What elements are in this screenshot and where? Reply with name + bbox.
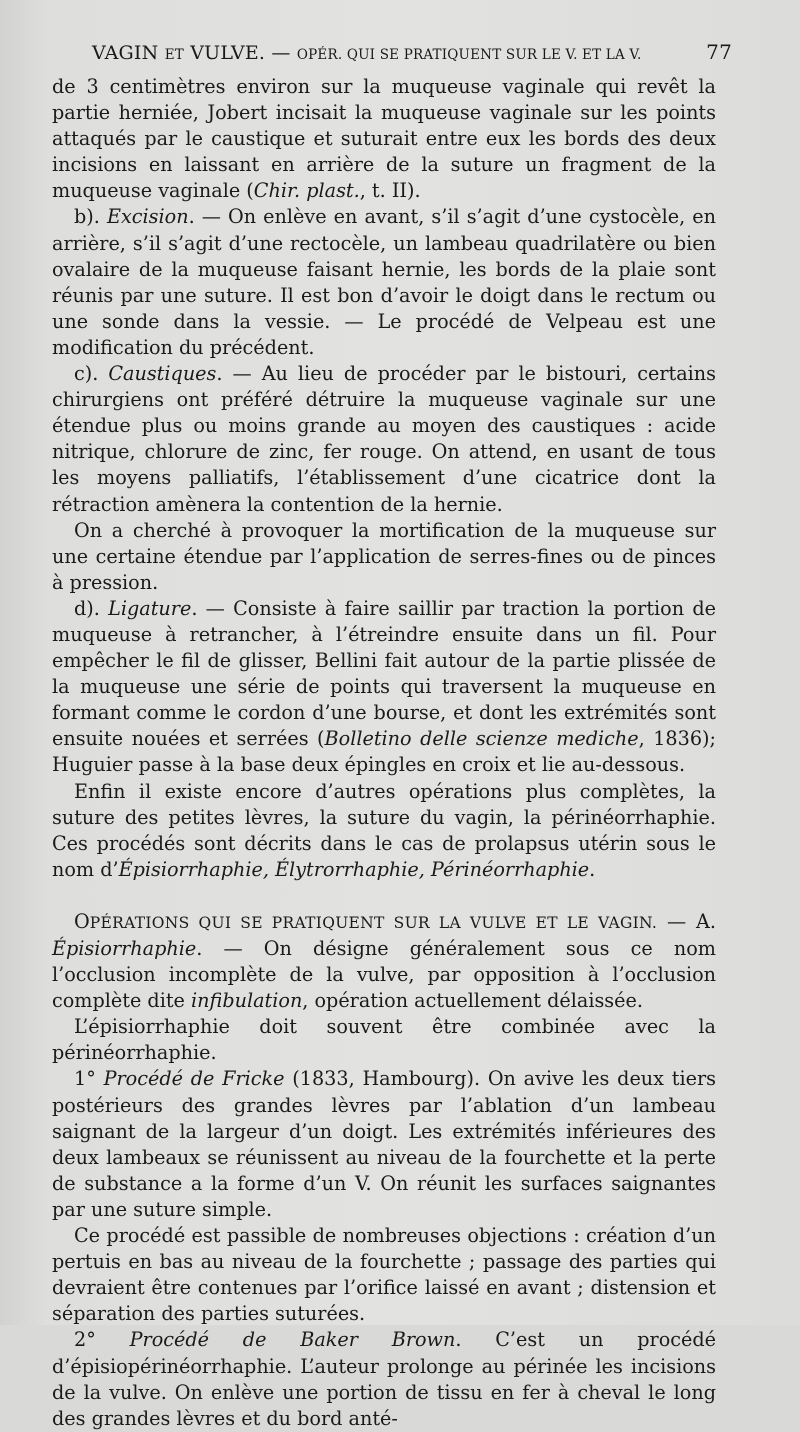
paragraph-excision: b). Excision. — On enlève en avant, s’il s’agit d’une cystocèle, en arrière, s’il s’agit d’une rectocèle, un lambeau quadrilatère ou bien ovalaire de la muqueuse faisant hernie, les bords de la plaie sont réunis par une suture. Il est bon d’avoir le doigt dans le rectum ou une sonde dans la vessie. — Le procédé de Velpeau est une modification du précédent. [52, 205, 716, 359]
paragraph-objections: Ce procédé est passible de nombreuses objections : création d’un pertuis en bas au niveau de la fourchette ; passage des parties qui devraient être contenues par l’orifice laissé en avant ; distension et séparation des parties suturées. [52, 1224, 716, 1326]
paragraph-autres-operations: Enfin il existe encore d’autres opérations plus complètes, la suture des petites lèvres, la suture du vagin, la périnéorrhaphie. Ces procédés sont décrits dans le cas de prolapsus utérin sous le nom d’Épisiorrhaphie, Élytrorrhaphie, Périnéorrhaphie. [52, 779, 716, 881]
paragraph-mortification: On a cherché à provoquer la mortification de la muqueuse sur une certaine étendue par l’application de serres-fines ou de pinces à pression. [52, 518, 716, 594]
paragraph-combinee: L’épisiorrhaphie doit souvent être combinée avec la périnéorrhaphie. [52, 1015, 716, 1065]
running-title: VAGIN ET VULVE. — OPÉR. QUI SE PRATIQUENT SUR LE V. ET LA V. [92, 42, 642, 64]
running-header [92, 40, 732, 64]
section-heading-paragraph: OPÉRATIONS QUI SE PRATIQUENT SUR LA VULVE ET LE VAGIN. — A. Épisiorrhaphie. — On désigne généralement sous ce nom l’occlusion incomplète de la vulve, par opposition à l’occlusion complète dite infibulation, opération actuellement délaissée. [52, 909, 717, 1013]
section-heading: OPÉRATIONS QUI SE PRATIQUENT SUR LA VULVE ET LE VAGIN. [74, 909, 658, 933]
paragraph-fricke: 1° Procédé de Fricke (1833, Hambourg). On avive les deux tiers postérieurs des grandes lèvres par l’ablation d’un lambeau saignant de la largeur d’un doigt. Les extrémités inférieures des deux lambeaux se réunissent au niveau de la fourchette et la perte de substance a la forme d’un V. On réunit les surfaces saignantes par une suture simple. [52, 1067, 716, 1221]
paragraph-baker-brown: 2° Procédé de Baker Brown. C’est un procédé d’épisiopérinéorrhaphie. L’auteur prolonge au périnée les incisions de la vulve. On enlève une portion de tissu en fer à cheval le long des grandes lèvres et du bord anté- [52, 1328, 716, 1430]
paragraph-caustiques: c). Caustiques. — Au lieu de procéder par le bistouri, certains chirurgiens ont préféré détruire la muqueuse vaginale sur une étendue plus ou moins grande au moyen des caustiques : acide nitrique, chlorure de zinc, fer rouge. On attend, en usant de tous les moyens palliatifs, l’établissement d’une cicatrice dont la rétraction amènera la contention de la hernie. [52, 362, 716, 516]
page-body [52, 74, 716, 1432]
paragraph-ligature: d). Ligature. — Consiste à faire saillir par traction la portion de muqueuse à retrancher, à l’étreindre ensuite dans un fil. Pour empêcher le fil de glisser, Bellini fait autour de la partie plissée de la muqueuse une série de points qui traversent la muqueuse en formant comme le cordon d’une bourse, et dont les extrémités sont ensuite nouées et serrées (Bolletino delle scienze mediche, 1836); Huguier passe à la base deux épingles en croix et lie au-dessous. [52, 596, 717, 777]
paragraph-jobert: de 3 centimètres environ sur la muqueuse vaginale qui revêt la partie herniée, Jobert incisait la muqueuse vaginale sur les points attaqués par le caustique et suturait entre eux les bords des deux incisions en laissant en arrière de la suture un fragment de la muqueuse vaginale (Chir. plast., t. II). [52, 75, 716, 203]
page-number: 77 [706, 40, 732, 64]
